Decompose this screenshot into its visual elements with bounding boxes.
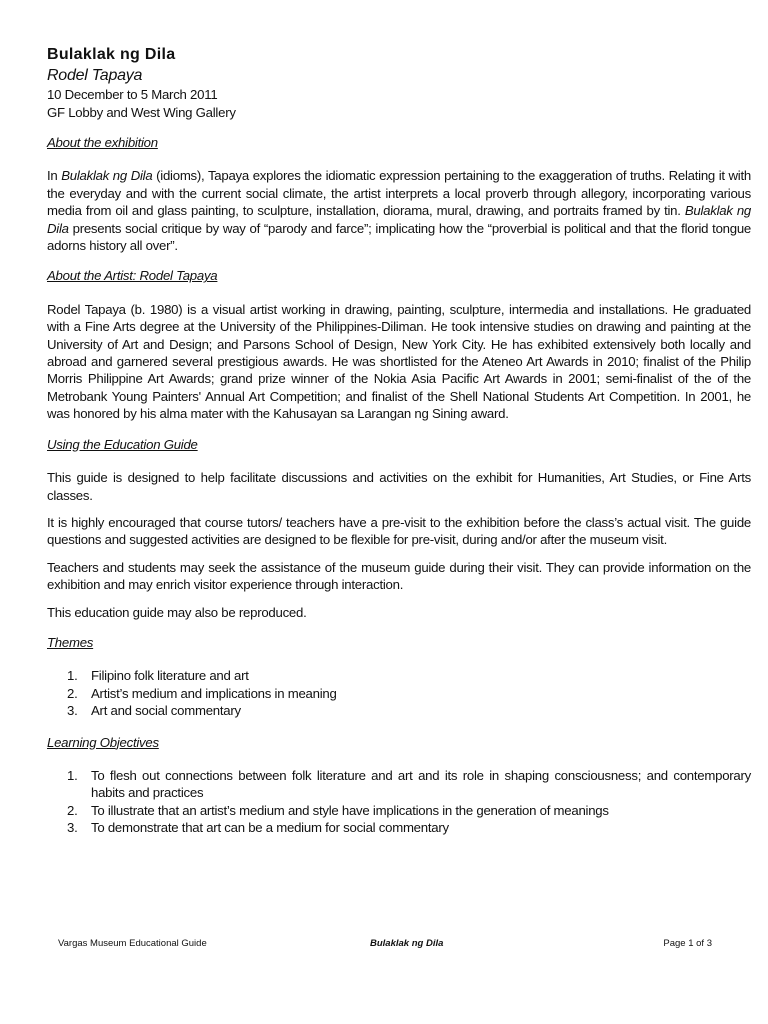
list-item: 1. To flesh out connections between folk literature and art and its role in shaping consciousness; and contemporary habits and practices: [67, 767, 751, 801]
footer-page-number: Page 1 of 3: [663, 938, 712, 949]
list-item: 3. To demonstrate that art can be a medium for social commentary: [67, 820, 449, 836]
about-artist-paragraph: Rodel Tapaya (b. 1980) is a visual artist working in drawing, painting, sculpture, intermedia and installations. He graduated with a Fine Arts degree at the University of the Philippines-Diliman. He took intensive studies on drawing and painting at the University of Art and Design; and Parsons School of Design, New York City. He has exhibited extensively both locally and abroad and garnered several prestigious awards. He was shortlisted for the Ateneo Art Awards in 2010; finalist of the Philip Morris Philippine Art Awards; grand prize winner of the Nokia Asia Pacific Art Awards in 2001; semi-finalist of the of the Metrobank Young Painters' Annual Art Competition; and finalist of the Shell National Students Art Competition. In 2001, he was honored by his alma mater with the Kahusayan sa Larangan ng Sining award.: [47, 301, 751, 422]
education-guide-paragraph-1: This guide is designed to help facilitate discussions and activities on the exhibit for Humanities, Art Studies, or Fine Arts classes.: [47, 470, 751, 503]
education-guide-paragraph-4: This education guide may also be reproduced.: [47, 604, 307, 620]
education-guide-heading: Using the Education Guide: [47, 436, 198, 452]
themes-list: [47, 667, 751, 719]
exhibition-dates: 10 December to 5 March 2011: [47, 87, 218, 102]
list-item: 2. To illustrate that an artist’s medium and style have implications in the generation of meanings: [67, 802, 609, 818]
footer-exhibition-title: Bulaklak ng Dila: [370, 938, 444, 949]
education-guide-paragraph-3: Teachers and students may seek the assistance of the museum guide during their visit. They can provide information on the exhibition and may enrich visitor experience through interaction.: [47, 559, 751, 593]
footer-guide-name: Vargas Museum Educational Guide: [58, 938, 207, 949]
artist-name: Rodel Tapaya: [47, 67, 143, 84]
about-exhibition-heading: About the exhibition: [47, 135, 158, 150]
exhibition-title: Bulaklak ng Dila: [47, 46, 176, 63]
list-item: 3. Art and social commentary: [67, 703, 241, 719]
education-guide-paragraph-2: It is highly encouraged that course tutors/ teachers have a pre-visit to the exhibition before the class’s actual visit. The guide questions and suggested activities are designed to be flexible for pre-visit, during and/or after the museum visit.: [47, 514, 751, 548]
about-artist-heading: About the Artist: Rodel Tapaya: [47, 268, 218, 284]
learning-objectives-list: [47, 767, 751, 837]
exhibition-venue: GF Lobby and West Wing Gallery: [47, 104, 236, 120]
about-exhibition-paragraph: In Bulaklak ng Dila (idioms), Tapaya explores the idiomatic expression pertaining to the exaggeration of truths. Relating it with the everyday and with the current social climate, the artist interprets a local proverb through allegory, incorporating various media from oil and glass painting, to sculpture, installation, diorama, mural, drawing, and portraits framed by tin. Bulaklak ng Dila presents social critique by way of “parody and farce”; implicating how the “proverbial is political and that the florid tongue adorns history all over”.: [47, 168, 751, 254]
list-item: 1. Filipino folk literature and art: [67, 668, 249, 684]
themes-heading: Themes: [47, 634, 94, 650]
learning-objectives-heading: Learning Objectives: [47, 734, 159, 750]
list-item: 2. Artist’s medium and implications in meaning: [67, 685, 337, 701]
document-body: [47, 44, 751, 851]
